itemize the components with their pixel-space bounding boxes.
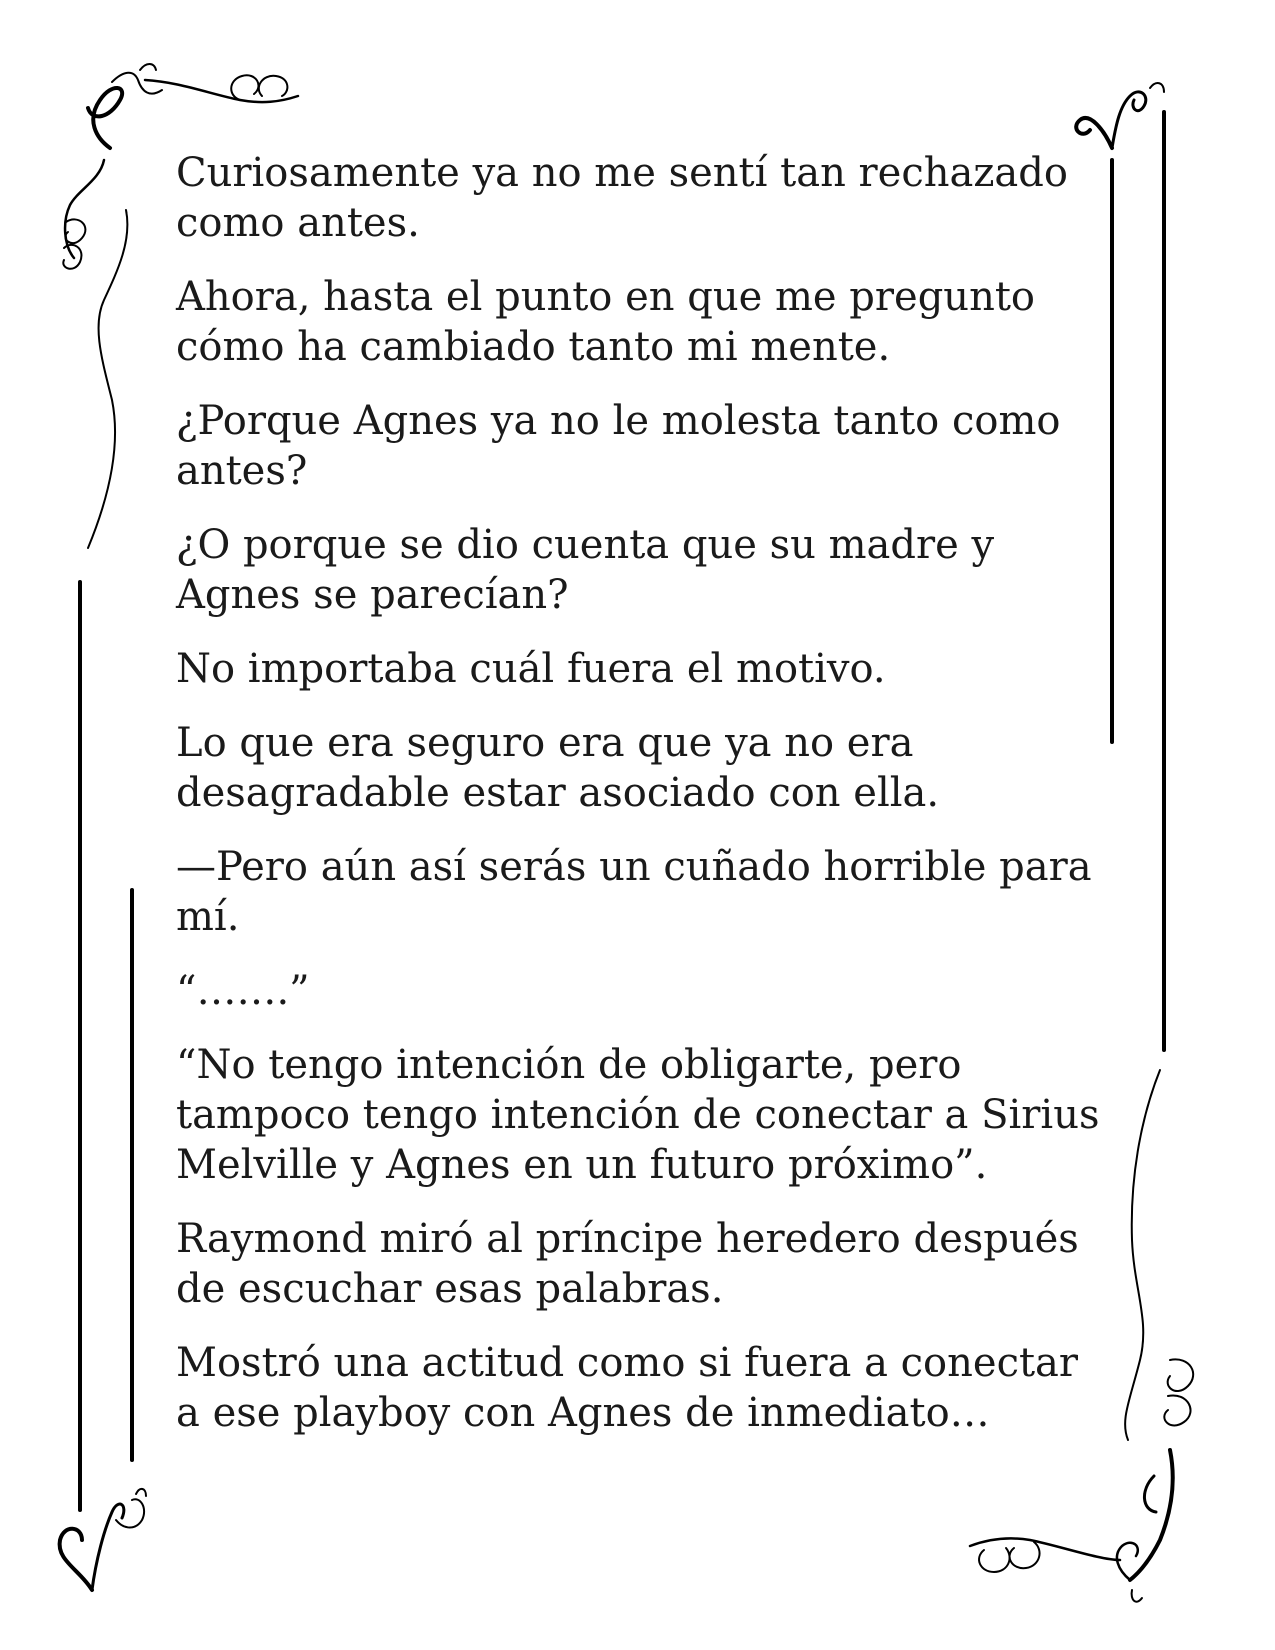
paragraph-5: No importaba cuál fuera el motivo.	[176, 646, 886, 692]
paragraph-7: —Pero aún así serás un cuñado horrible para mí.	[176, 844, 1092, 940]
paragraph-4: ¿O porque se dio cuenta que su madre y Agnes se parecían?	[176, 522, 995, 618]
paragraph-2: Ahora, hasta el punto en que me pregunto cómo ha cambiado tanto mi mente.	[176, 274, 1035, 370]
paragraph-6: Lo que era seguro era que ya no era desagradable estar asociado con ella.	[176, 720, 940, 816]
paragraph-8: “…….”	[176, 968, 310, 1014]
paragraph-10: Raymond miró al príncipe heredero después de escuchar esas palabras.	[176, 1216, 1079, 1312]
flourish-top-right-icon	[1076, 83, 1164, 148]
paragraph-1: Curiosamente ya no me sentí tan rechazado como antes.	[176, 150, 1068, 246]
flourish-bottom-left-icon	[60, 1489, 146, 1590]
paragraph-11: Mostró una actitud como si fuera a conectar a ese playboy con Agnes de inmediato…	[176, 1340, 1079, 1436]
paragraph-9: “No tengo intención de obligarte, pero tampoco tengo intención de conectar a Sirius Melville y Agnes en un futuro próximo”.	[176, 1042, 1100, 1188]
document-body	[176, 148, 1106, 1462]
paragraph-3: ¿Porque Agnes ya no le molesta tanto como antes?	[176, 398, 1061, 494]
